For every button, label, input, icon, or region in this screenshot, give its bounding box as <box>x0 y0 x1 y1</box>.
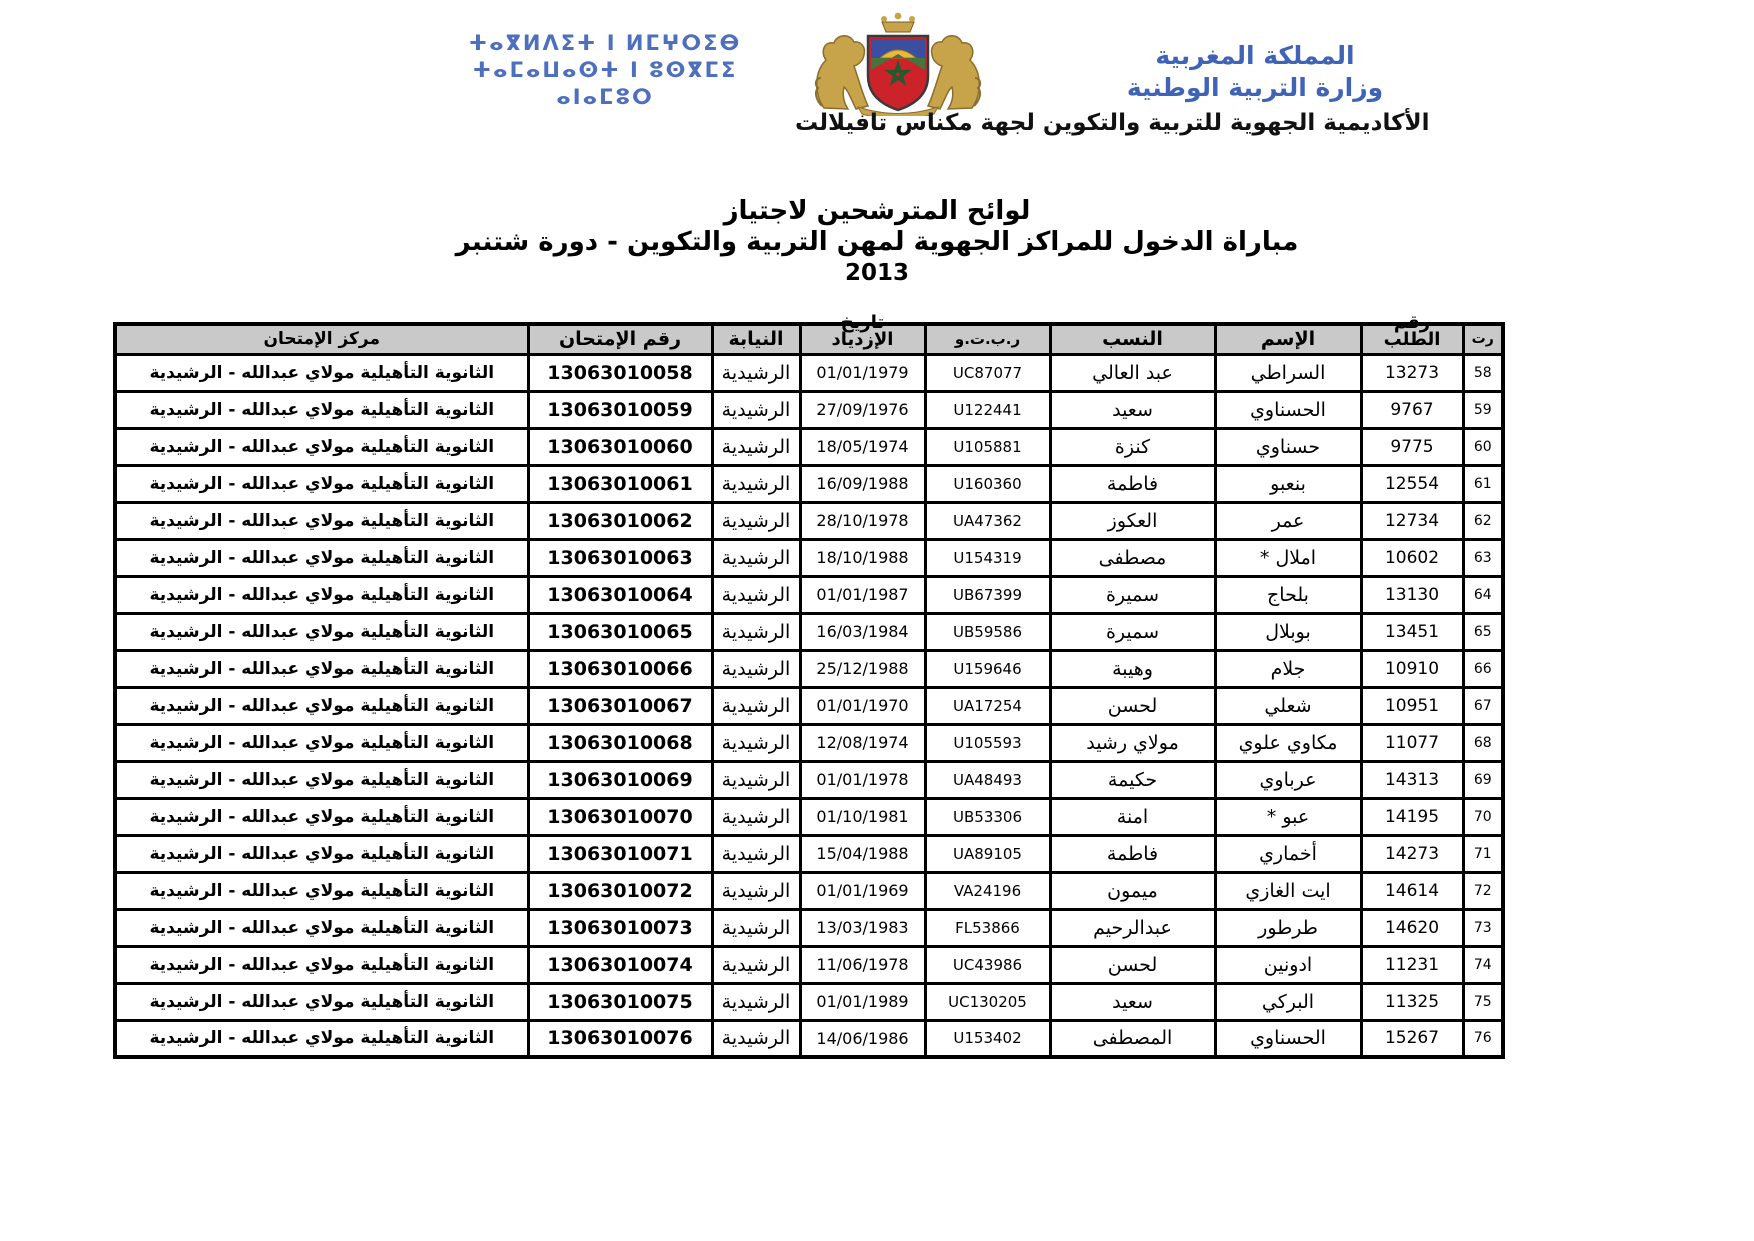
table-row <box>115 391 1503 428</box>
cell-delegation: الرشيدية <box>712 613 800 650</box>
col-header-first-name: الإسم <box>1215 324 1361 354</box>
cell-exam-number: 13063010064 <box>528 576 712 613</box>
cell-birth-date: 18/10/1988 <box>800 539 925 576</box>
cell-last-name: امنة <box>1050 798 1215 835</box>
academy-line: الأكاديمية الجهوية للتربية والتكوين لجهة مكناس تافيلالت <box>795 110 1430 136</box>
lion-right-icon <box>928 36 980 109</box>
cell-rank: 76 <box>1463 1020 1503 1057</box>
cell-first-name: عرباوي <box>1215 761 1361 798</box>
candidates-table-wrap <box>113 312 1503 1059</box>
table-row <box>115 798 1503 835</box>
cell-birth-date: 25/12/1988 <box>800 650 925 687</box>
cell-exam-center: الثانوية التأهيلية مولاي عبدالله - الرشيدية <box>115 946 528 983</box>
table-row <box>115 872 1503 909</box>
cell-exam-center: الثانوية التأهيلية مولاي عبدالله - الرشيدية <box>115 983 528 1020</box>
cell-exam-number: 13063010067 <box>528 687 712 724</box>
cell-first-name: ادونين <box>1215 946 1361 983</box>
cell-application-number: 11231 <box>1361 946 1463 983</box>
cell-exam-number: 13063010065 <box>528 613 712 650</box>
cell-exam-center: الثانوية التأهيلية مولاي عبدالله - الرشيدية <box>115 613 528 650</box>
cell-first-name: عمر <box>1215 502 1361 539</box>
cell-rank: 59 <box>1463 391 1503 428</box>
cell-last-name: المصطفى <box>1050 1020 1215 1057</box>
coat-of-arms <box>806 8 990 116</box>
col-header-exam-center: مركز الإمتحان <box>115 324 528 354</box>
cell-rank: 71 <box>1463 835 1503 872</box>
cell-first-name: املال * <box>1215 539 1361 576</box>
cell-exam-center: الثانوية التأهيلية مولاي عبدالله - الرشيدية <box>115 761 528 798</box>
cell-cin: UA89105 <box>925 835 1050 872</box>
table-row <box>115 354 1503 391</box>
cell-last-name: كنزة <box>1050 428 1215 465</box>
kingdom-title: المملكة المغربية <box>1155 41 1355 70</box>
cell-delegation: الرشيدية <box>712 909 800 946</box>
cell-delegation: الرشيدية <box>712 465 800 502</box>
cell-exam-center: الثانوية التأهيلية مولاي عبدالله - الرشيدية <box>115 428 528 465</box>
candidates-table <box>113 312 1505 1059</box>
cell-exam-center: الثانوية التأهيلية مولاي عبدالله - الرشيدية <box>115 539 528 576</box>
cell-exam-center: الثانوية التأهيلية مولاي عبدالله - الرشيدية <box>115 354 528 391</box>
cell-exam-number: 13063010068 <box>528 724 712 761</box>
cell-rank: 63 <box>1463 539 1503 576</box>
cell-cin: U105593 <box>925 724 1050 761</box>
cell-delegation: الرشيدية <box>712 576 800 613</box>
cell-delegation: الرشيدية <box>712 835 800 872</box>
cell-application-number: 14614 <box>1361 872 1463 909</box>
cell-last-name: العكوز <box>1050 502 1215 539</box>
cell-exam-center: الثانوية التأهيلية مولاي عبدالله - الرشيدية <box>115 391 528 428</box>
cell-delegation: الرشيدية <box>712 354 800 391</box>
table-row <box>115 465 1503 502</box>
cell-cin: U154319 <box>925 539 1050 576</box>
cell-first-name: الحسناوي <box>1215 1020 1361 1057</box>
tifinagh-motto <box>435 30 775 111</box>
cell-cin: U159646 <box>925 650 1050 687</box>
cell-last-name: مولاي رشيد <box>1050 724 1215 761</box>
cell-application-number: 11077 <box>1361 724 1463 761</box>
cell-exam-center: الثانوية التأهيلية مولاي عبدالله - الرشيدية <box>115 1020 528 1057</box>
cell-delegation: الرشيدية <box>712 687 800 724</box>
cell-birth-date: 01/01/1987 <box>800 576 925 613</box>
cell-rank: 60 <box>1463 428 1503 465</box>
cell-exam-number: 13063010076 <box>528 1020 712 1057</box>
table-row <box>115 909 1503 946</box>
cell-exam-number: 13063010063 <box>528 539 712 576</box>
cell-cin: UC130205 <box>925 983 1050 1020</box>
cell-application-number: 13130 <box>1361 576 1463 613</box>
table-row <box>115 761 1503 798</box>
table-row <box>115 835 1503 872</box>
cell-exam-number: 13063010060 <box>528 428 712 465</box>
cell-exam-number: 13063010061 <box>528 465 712 502</box>
cell-first-name: بوبلال <box>1215 613 1361 650</box>
cell-exam-center: الثانوية التأهيلية مولاي عبدالله - الرشيدية <box>115 465 528 502</box>
cell-cin: UA17254 <box>925 687 1050 724</box>
cell-last-name: لحسن <box>1050 687 1215 724</box>
cell-exam-number: 13063010069 <box>528 761 712 798</box>
cell-rank: 72 <box>1463 872 1503 909</box>
cell-exam-center: الثانوية التأهيلية مولاي عبدالله - الرشيدية <box>115 687 528 724</box>
government-titles <box>1075 40 1435 104</box>
cell-first-name: عبو * <box>1215 798 1361 835</box>
cell-last-name: فاطمة <box>1050 835 1215 872</box>
cell-delegation: الرشيدية <box>712 798 800 835</box>
cell-exam-number: 13063010074 <box>528 946 712 983</box>
cell-first-name: حسناوي <box>1215 428 1361 465</box>
cell-exam-number: 13063010058 <box>528 354 712 391</box>
table-row <box>115 724 1503 761</box>
cell-application-number: 14273 <box>1361 835 1463 872</box>
cell-rank: 65 <box>1463 613 1503 650</box>
title-line-2: مباراة الدخول للمراكز الجهوية لمهن التربية والتكوين - دورة شتنبر <box>455 227 1299 257</box>
cell-cin: UC87077 <box>925 354 1050 391</box>
cell-application-number: 14195 <box>1361 798 1463 835</box>
cell-last-name: ميمون <box>1050 872 1215 909</box>
cell-application-number: 14620 <box>1361 909 1463 946</box>
cell-birth-date: 11/06/1978 <box>800 946 925 983</box>
cell-cin: UA47362 <box>925 502 1050 539</box>
cell-exam-number: 13063010073 <box>528 909 712 946</box>
cell-delegation: الرشيدية <box>712 539 800 576</box>
cell-rank: 68 <box>1463 724 1503 761</box>
cell-cin: U105881 <box>925 428 1050 465</box>
cell-application-number: 15267 <box>1361 1020 1463 1057</box>
cell-application-number: 12554 <box>1361 465 1463 502</box>
cell-first-name: أخماري <box>1215 835 1361 872</box>
cell-rank: 70 <box>1463 798 1503 835</box>
cell-exam-center: الثانوية التأهيلية مولاي عبدالله - الرشيدية <box>115 835 528 872</box>
cell-delegation: الرشيدية <box>712 983 800 1020</box>
cell-first-name: السراطي <box>1215 354 1361 391</box>
table-row <box>115 983 1503 1020</box>
cell-rank: 58 <box>1463 354 1503 391</box>
cell-application-number: 11325 <box>1361 983 1463 1020</box>
cell-last-name: سميرة <box>1050 613 1215 650</box>
tifinagh-line-1: ⵜⴰⴳⵍⴷⵉⵜ ⵏ ⵍⵎⵖⵔⵉⴱ <box>468 31 742 55</box>
cell-delegation: الرشيدية <box>712 946 800 983</box>
cell-last-name: مصطفى <box>1050 539 1215 576</box>
cell-rank: 69 <box>1463 761 1503 798</box>
cell-last-name: وهيبة <box>1050 650 1215 687</box>
cell-exam-center: الثانوية التأهيلية مولاي عبدالله - الرشيدية <box>115 798 528 835</box>
cell-delegation: الرشيدية <box>712 502 800 539</box>
cell-application-number: 10910 <box>1361 650 1463 687</box>
cell-application-number: 9775 <box>1361 428 1463 465</box>
cell-rank: 75 <box>1463 983 1503 1020</box>
cell-exam-center: الثانوية التأهيلية مولاي عبدالله - الرشيدية <box>115 872 528 909</box>
table-body <box>115 354 1503 1057</box>
cell-first-name: البركي <box>1215 983 1361 1020</box>
coat-of-arms-icon <box>806 8 990 116</box>
cell-exam-center: الثانوية التأهيلية مولاي عبدالله - الرشيدية <box>115 650 528 687</box>
title-line-1: لوائح المترشحين لاجتياز <box>723 196 1031 226</box>
cell-cin: UA48493 <box>925 761 1050 798</box>
cell-application-number: 10602 <box>1361 539 1463 576</box>
cell-exam-number: 13063010066 <box>528 650 712 687</box>
cell-exam-center: الثانوية التأهيلية مولاي عبدالله - الرشيدية <box>115 724 528 761</box>
cell-cin: UB67399 <box>925 576 1050 613</box>
document-title <box>0 196 1754 288</box>
cell-birth-date: 01/01/1989 <box>800 983 925 1020</box>
cell-exam-center: الثانوية التأهيلية مولاي عبدالله - الرشيدية <box>115 909 528 946</box>
cell-cin: VA24196 <box>925 872 1050 909</box>
cell-last-name: حكيمة <box>1050 761 1215 798</box>
cell-cin: U122441 <box>925 391 1050 428</box>
cell-exam-number: 13063010071 <box>528 835 712 872</box>
cell-exam-number: 13063010075 <box>528 983 712 1020</box>
col-header-application-number: رقم الطلب <box>1361 324 1463 354</box>
cell-birth-date: 01/01/1970 <box>800 687 925 724</box>
table-row <box>115 1020 1503 1057</box>
cell-exam-number: 13063010062 <box>528 502 712 539</box>
cell-rank: 74 <box>1463 946 1503 983</box>
cell-birth-date: 01/10/1981 <box>800 798 925 835</box>
cell-delegation: الرشيدية <box>712 872 800 909</box>
cell-first-name: بنعبو <box>1215 465 1361 502</box>
cell-cin: U160360 <box>925 465 1050 502</box>
cell-rank: 62 <box>1463 502 1503 539</box>
table-row <box>115 650 1503 687</box>
table-row <box>115 576 1503 613</box>
shield-icon <box>868 36 928 110</box>
cell-birth-date: 27/09/1976 <box>800 391 925 428</box>
cell-application-number: 10951 <box>1361 687 1463 724</box>
cell-cin: UB59586 <box>925 613 1050 650</box>
col-header-rank: رت <box>1463 324 1503 354</box>
cell-first-name: الحسناوي <box>1215 391 1361 428</box>
cell-rank: 64 <box>1463 576 1503 613</box>
table-row <box>115 687 1503 724</box>
cell-birth-date: 16/09/1988 <box>800 465 925 502</box>
cell-rank: 61 <box>1463 465 1503 502</box>
cell-exam-center: الثانوية التأهيلية مولاي عبدالله - الرشيدية <box>115 576 528 613</box>
cell-delegation: الرشيدية <box>712 650 800 687</box>
cell-application-number: 14313 <box>1361 761 1463 798</box>
cell-birth-date: 14/06/1986 <box>800 1020 925 1057</box>
cell-exam-number: 13063010059 <box>528 391 712 428</box>
table-row <box>115 946 1503 983</box>
cell-last-name: سميرة <box>1050 576 1215 613</box>
cell-birth-date: 16/03/1984 <box>800 613 925 650</box>
table-row <box>115 502 1503 539</box>
col-header-last-name: النسب <box>1050 324 1215 354</box>
cell-delegation: الرشيدية <box>712 428 800 465</box>
cell-birth-date: 12/08/1974 <box>800 724 925 761</box>
table-row <box>115 539 1503 576</box>
cell-birth-date: 13/03/1983 <box>800 909 925 946</box>
cell-last-name: فاطمة <box>1050 465 1215 502</box>
col-header-exam-number: رقم الإمتحان <box>528 324 712 354</box>
cell-first-name: بلحاج <box>1215 576 1361 613</box>
cell-last-name: عبد العالي <box>1050 354 1215 391</box>
col-header-birth-date: تاريخ الإزدياد <box>800 324 925 354</box>
cell-first-name: جلام <box>1215 650 1361 687</box>
tifinagh-line-3: ⴰⵏⴰⵎⵓⵔ <box>556 85 654 109</box>
table-header-row <box>115 324 1503 354</box>
cell-rank: 67 <box>1463 687 1503 724</box>
cell-birth-date: 01/01/1969 <box>800 872 925 909</box>
cell-delegation: الرشيدية <box>712 761 800 798</box>
cell-cin: UC43986 <box>925 946 1050 983</box>
cell-delegation: الرشيدية <box>712 391 800 428</box>
cell-birth-date: 28/10/1978 <box>800 502 925 539</box>
cell-first-name: طرطور <box>1215 909 1361 946</box>
cell-birth-date: 18/05/1974 <box>800 428 925 465</box>
cell-cin: FL53866 <box>925 909 1050 946</box>
cell-application-number: 13273 <box>1361 354 1463 391</box>
cell-birth-date: 01/01/1979 <box>800 354 925 391</box>
cell-first-name: ايت الغازي <box>1215 872 1361 909</box>
cell-cin: U153402 <box>925 1020 1050 1057</box>
cell-first-name: مكاوي علوي <box>1215 724 1361 761</box>
cell-application-number: 13451 <box>1361 613 1463 650</box>
crown-icon <box>881 13 915 32</box>
lion-left-icon <box>816 36 868 109</box>
ministry-title: وزارة التربية الوطنية <box>1126 73 1384 102</box>
cell-rank: 73 <box>1463 909 1503 946</box>
cell-first-name: شعلي <box>1215 687 1361 724</box>
tifinagh-line-2: ⵜⴰⵎⴰⵡⴰⵙⵜ ⵏ ⵓⵙⴳⵎⵉ <box>472 58 738 82</box>
col-header-cin: ر.ب.ت.و <box>925 324 1050 354</box>
cell-exam-number: 13063010070 <box>528 798 712 835</box>
cell-delegation: الرشيدية <box>712 1020 800 1057</box>
cell-application-number: 9767 <box>1361 391 1463 428</box>
cell-application-number: 12734 <box>1361 502 1463 539</box>
cell-birth-date: 01/01/1978 <box>800 761 925 798</box>
cell-last-name: سعيد <box>1050 983 1215 1020</box>
cell-birth-date: 15/04/1988 <box>800 835 925 872</box>
col-header-delegation: النيابة <box>712 324 800 354</box>
cell-last-name: سعيد <box>1050 391 1215 428</box>
cell-cin: UB53306 <box>925 798 1050 835</box>
cell-delegation: الرشيدية <box>712 724 800 761</box>
cell-exam-number: 13063010072 <box>528 872 712 909</box>
title-line-3: 2013 <box>844 260 909 286</box>
cell-exam-center: الثانوية التأهيلية مولاي عبدالله - الرشيدية <box>115 502 528 539</box>
cell-last-name: عبدالرحيم <box>1050 909 1215 946</box>
cell-rank: 66 <box>1463 650 1503 687</box>
table-row <box>115 613 1503 650</box>
cell-last-name: لحسن <box>1050 946 1215 983</box>
table-row <box>115 428 1503 465</box>
